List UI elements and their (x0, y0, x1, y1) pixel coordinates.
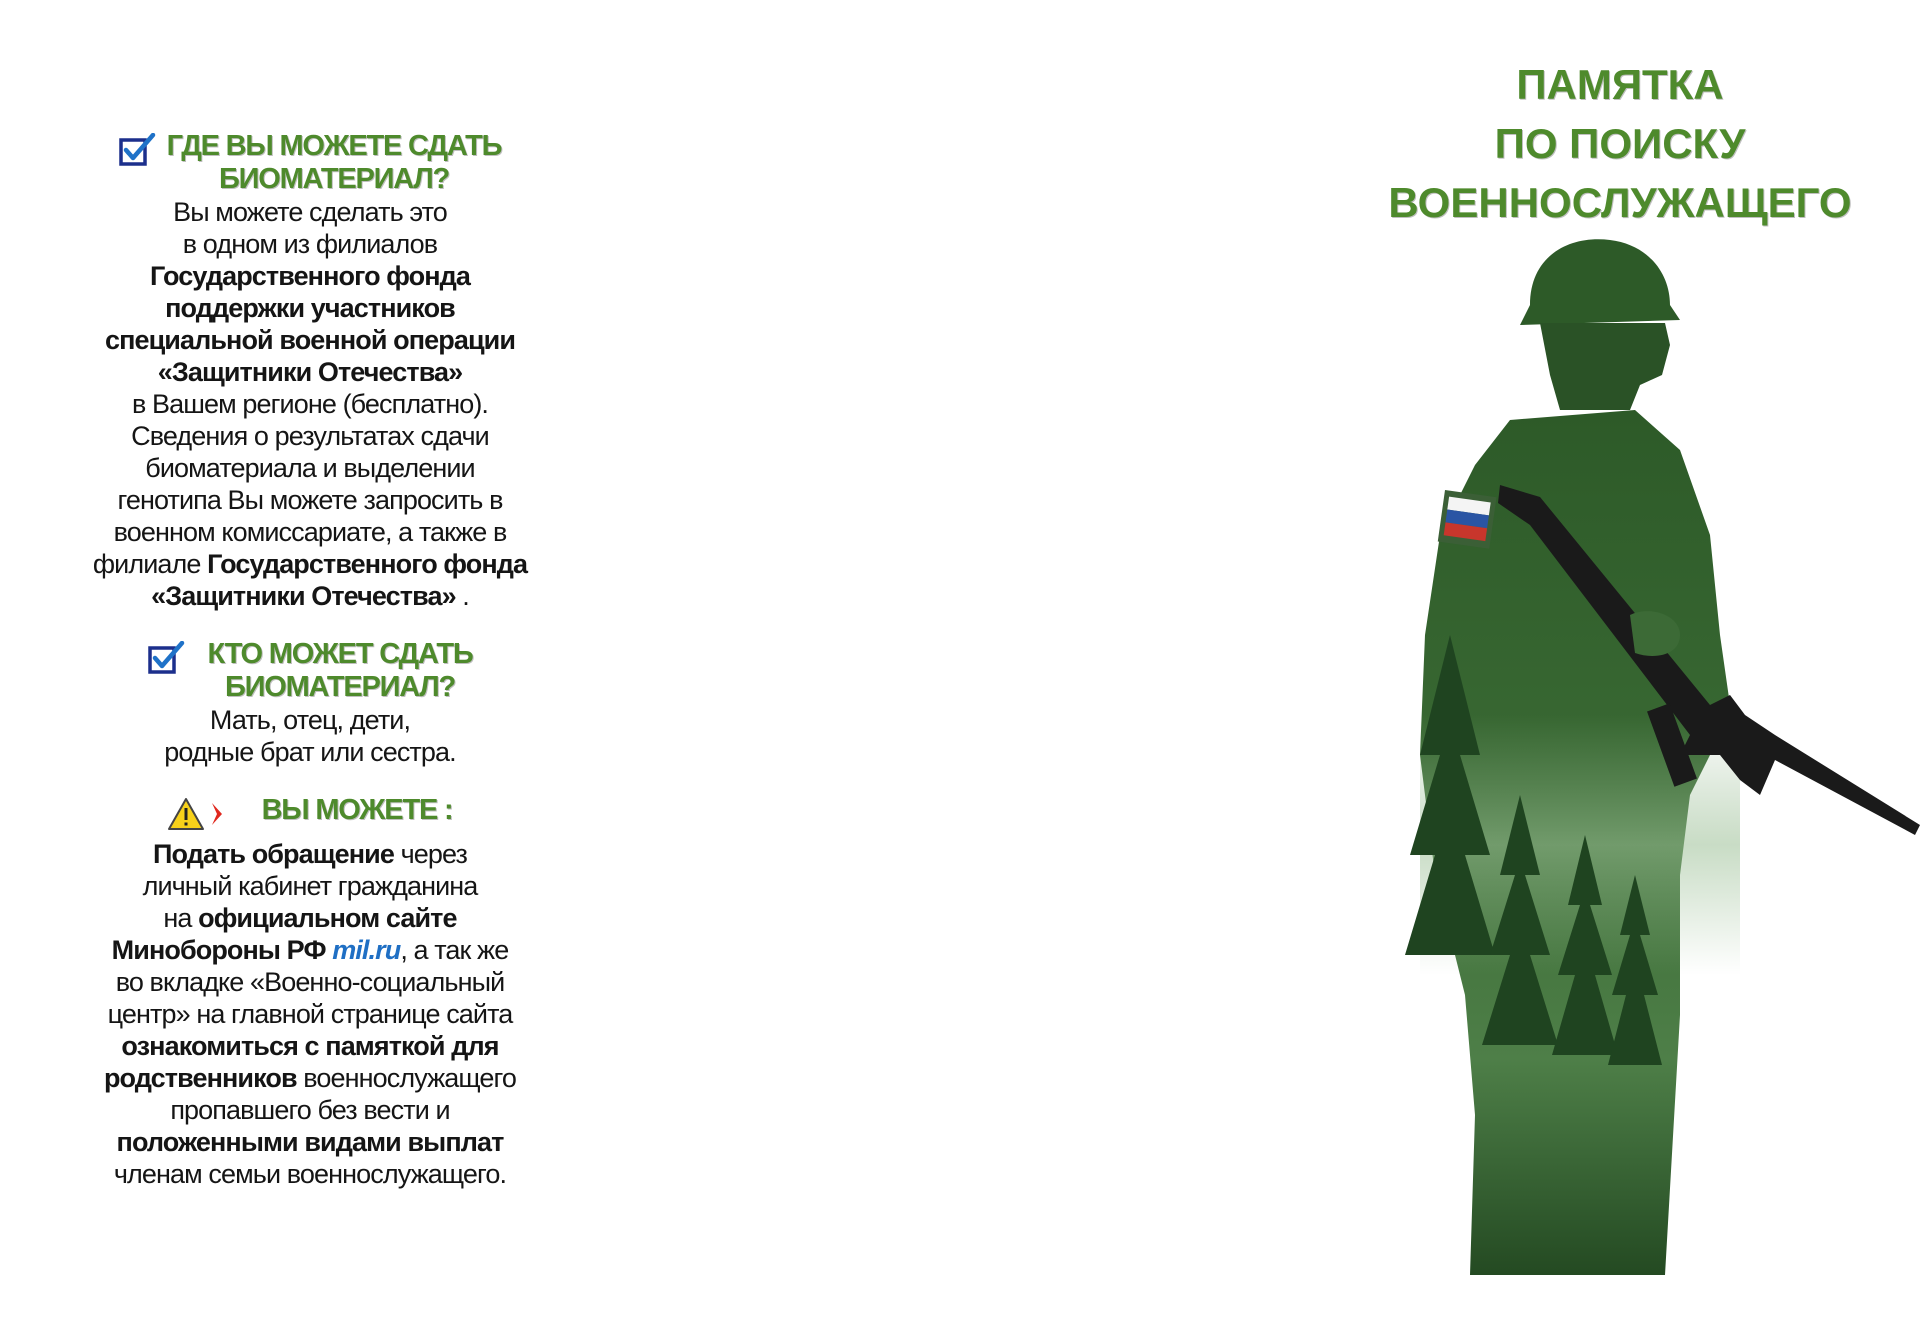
body-text: , а так же (400, 935, 509, 965)
body-line: личный кабинет гражданина (142, 871, 478, 901)
checkbox-checked-icon (148, 641, 186, 682)
body-line: пропавшего без вести и (170, 1095, 450, 1125)
mil-ru-link[interactable]: mil.ru (332, 935, 401, 965)
section-where-to-donate (70, 130, 550, 612)
body-line (70, 934, 550, 966)
body-line: родные брат или сестра. (164, 737, 456, 767)
warning-triangle-icon (168, 797, 230, 838)
checkbox-checked-icon (119, 133, 157, 174)
heading-line: БИОМАТЕРИАЛ? (218, 163, 450, 195)
heading-line: КТО МОЖЕТ СДАТЬ (207, 638, 473, 670)
body-line-bold: поддержки участников (165, 293, 455, 323)
body-line-bold: «Защитники Отечества» (157, 357, 463, 387)
body-line: центр» на главной странице сайта (107, 999, 513, 1029)
section-heading-row (70, 130, 550, 196)
heading-line: БИОМАТЕРИАЛ? (224, 671, 456, 703)
body-text: . (455, 581, 469, 611)
section-heading-row (70, 794, 550, 838)
section-heading-row (70, 638, 550, 704)
section-heading (167, 130, 502, 196)
body-line: военном комиссариате, а также в (113, 517, 507, 547)
body-line: генотипа Вы можете запросить в (117, 485, 503, 515)
body-text: военнослужащего (296, 1063, 517, 1093)
body-text-bold: родственников (103, 1063, 297, 1093)
body-text-bold: Минобороны РФ (111, 935, 333, 965)
left-panel (70, 130, 550, 1216)
body-line-bold: специальной военной операции (104, 325, 516, 355)
body-line-bold: Государственного фонда (149, 261, 471, 291)
section-heading: ВЫ МОЖЕТЕ : (261, 794, 453, 826)
body-line (70, 548, 550, 580)
title-line: ПО ПОИСКУ (1494, 120, 1746, 167)
section-heading (208, 638, 473, 704)
title-line: ПАМЯТКА (1516, 61, 1724, 108)
body-line: Мать, отец, дети, (209, 705, 411, 735)
section-you-can (70, 794, 550, 1190)
body-line: в Вашем регионе (бесплатно). (131, 389, 489, 419)
body-line: во вкладке «Военно-социальный (115, 967, 505, 997)
flag-patch (1438, 490, 1497, 549)
body-text-bold: «Защитники Отечества» (151, 581, 456, 611)
body-text: филиале (92, 549, 208, 579)
body-text: через (394, 839, 468, 869)
body-line-bold: ознакомиться с памяткой для (121, 1031, 499, 1061)
heading-line: ГДЕ ВЫ МОЖЕТЕ СДАТЬ (166, 130, 502, 162)
section-body (70, 704, 550, 768)
section-body (70, 838, 550, 1190)
body-line: в одном из филиалов (182, 229, 438, 259)
soldier-illustration (1380, 235, 1920, 1275)
body-line (70, 838, 550, 870)
body-text-bold: Государственного фонда (207, 549, 528, 579)
body-line (70, 580, 550, 612)
body-line-bold: положенными видами выплат (116, 1127, 504, 1157)
title-block (1340, 55, 1900, 232)
body-line: Вы можете сделать это (173, 197, 447, 227)
body-text-bold: официальном сайте (198, 903, 457, 933)
soldier-silhouette-icon (1380, 235, 1920, 1275)
section-who-can-donate (70, 638, 550, 768)
body-line: Сведения о результатах сдачи (131, 421, 489, 451)
body-line (70, 1062, 550, 1094)
body-line (70, 902, 550, 934)
section-body (70, 196, 550, 612)
body-text: на (163, 903, 199, 933)
body-text-bold: Подать обращение (152, 839, 394, 869)
body-line: членам семьи военнослужащего. (113, 1159, 507, 1189)
title-line: ВОЕННОСЛУЖАЩЕГО (1388, 179, 1852, 226)
body-line: биоматериала и выделении (145, 453, 475, 483)
